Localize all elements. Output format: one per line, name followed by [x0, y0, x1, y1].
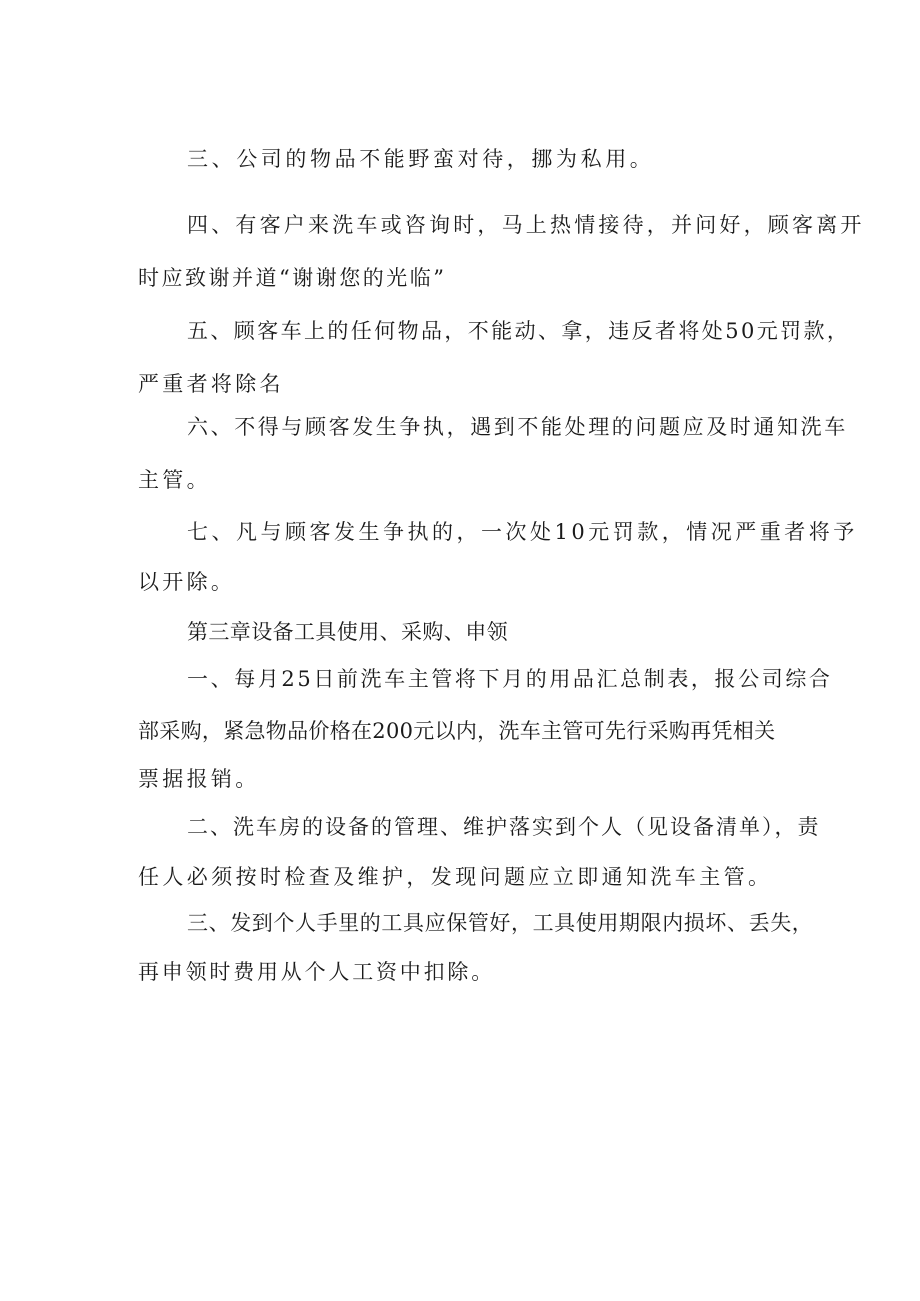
paragraph-line [0, 412, 920, 442]
paragraph-line [0, 862, 920, 892]
paragraph-line [0, 957, 920, 987]
line-text: 以开除。 [138, 570, 236, 594]
line-text: 二、洗车房的设备的管理、维护落实到个人（见设备清单），责 [187, 815, 821, 839]
line-text: 主管。 [138, 468, 211, 492]
line-text: 时应致谢并道“谢谢您的光临” [138, 266, 447, 290]
line-text: 部采购，紧急物品价格在200元以内，洗车主管可先行采购再凭相关 [138, 719, 776, 743]
line-text: 再申领时费用从个人工资中扣除。 [138, 960, 495, 984]
paragraph-line [0, 764, 920, 794]
paragraph-line [0, 263, 920, 293]
paragraph-line [0, 465, 920, 495]
paragraph-line [0, 812, 920, 842]
line-text: 五、顾客车上的任何物品，不能动、拿，违反者将处50元罚款， [187, 319, 851, 343]
line-text: 严重者将除名 [138, 372, 284, 396]
paragraph-line [0, 908, 920, 938]
paragraph-line [0, 144, 920, 174]
line-text: 三、发到个人手里的工具应保管好，工具使用期限内损坏、丢失， [187, 911, 814, 935]
line-text: 三、公司的物品不能野蛮对待，挪为私用。 [187, 147, 655, 171]
line-text: 票据报销。 [138, 767, 260, 791]
paragraph-line [0, 716, 920, 746]
line-text: 一、每月25日前洗车主管将下月的用品汇总制表，报公司综合 [187, 667, 833, 691]
paragraph-line [0, 664, 920, 694]
paragraph-line [0, 316, 920, 346]
line-text: 六、不得与顾客发生争执，遇到不能处理的问题应及时通知洗车 [187, 415, 848, 439]
paragraph-line [0, 517, 920, 547]
paragraph-line [0, 567, 920, 597]
line-text: 四、有客户来洗车或咨询时，马上热情接待，并问好，顾客离开 [187, 213, 865, 237]
line-text: 任人必须按时检查及维护，发现问题应立即通知洗车主管。 [138, 865, 773, 889]
chapter-heading [0, 617, 920, 647]
paragraph-line [0, 369, 920, 399]
line-text: 第三章设备工具使用、采购、申领 [187, 620, 508, 644]
paragraph-line [0, 210, 920, 240]
line-text: 七、凡与顾客发生争执的，一次处10元罚款，情况严重者将予 [187, 520, 858, 544]
